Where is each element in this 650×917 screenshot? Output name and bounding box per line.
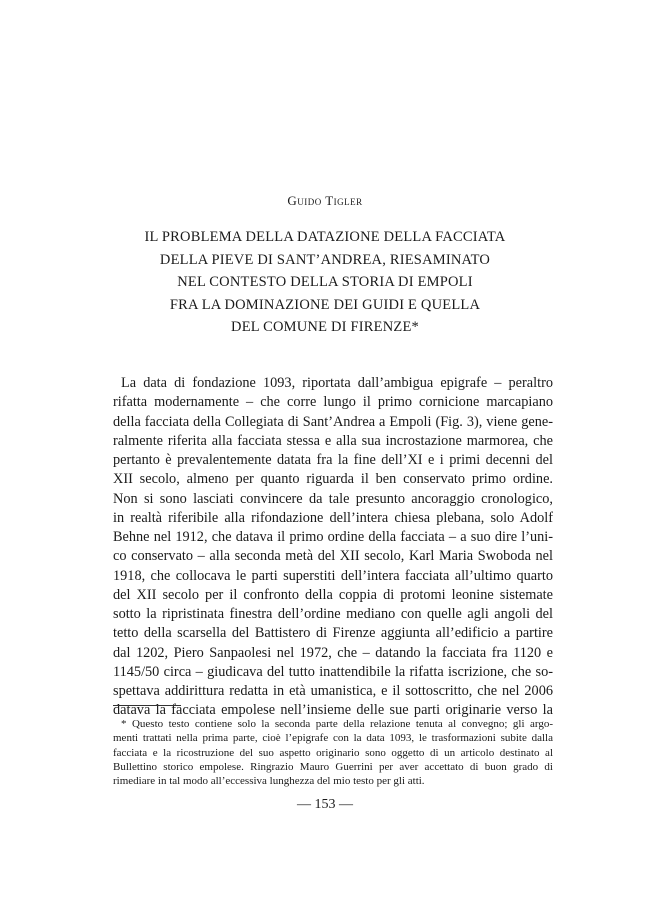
body-line: pertanto è prevalentemente datata fra la fine dell’XI e i primi decenni del [113,452,553,468]
body-line: tetto della scarsella del Battistero di Firenze aggiunta all’edificio a partire [113,625,553,642]
body-line: spettava addirittura redatta in età umanistica, e il sottoscritto, che nel 2006 [113,683,553,699]
body-line: sotto la ripristinata finestra dell’ordine mediano con quelle agli angoli del [113,606,553,622]
title-line: IL PROBLEMA DELLA DATAZIONE DELLA FACCIATA [144,229,506,245]
body-line: 1145/50 circa – giudicava del tutto inattendibile la rifatta iscrizione, che so- [113,663,553,680]
footnote-line: menti trattati nella prima parte, cioè l’epigrafe con la data 1093, le trasformazioni subite dalla [113,732,553,745]
title-line: FRA LA DOMINAZIONE DEI GUIDI E QUELLA [169,296,481,313]
footnote-line: facciata e la ricostruzione del suo aspetto originario sono oggetto di un articolo destinato al [113,746,553,759]
body-line: 1918, che collocava le parti superstiti dell’intera facciata all’ultimo quarto [113,567,553,584]
body-line: ralmente riferita alla facciata stessa e alla sua incrostazione marmorea, che [113,432,553,449]
footnote [113,717,553,788]
author-name: Guido Tigler [287,193,363,208]
body-line: rifatta modernamente – che corre lungo il primo cornicione marcapiano [113,394,553,411]
page-number: — 153 — [297,797,353,812]
footnote-line: rimediare in tal modo all’eccessiva lunghezza del mio testo per gli atti. [113,775,425,788]
body-line: dal 1202, Piero Sanpaolesi nel 1972, che – datando la facciata fra 1120 e [113,644,553,661]
body-line: La data di fondazione 1093, riportata dall’ambigua epigrafe – peraltro [121,375,553,391]
footnote-line: Bullettino storico empolese. Ringrazio Mauro Guerrini per aver accettato di buon grado di [113,760,553,773]
body-line: co conservato – alla seconda metà del XII secolo, Karl Maria Swoboda nel [113,548,553,565]
body-paragraph [113,374,553,721]
footnote-line: * Questo testo contiene solo la seconda parte della relazione tenuta al convegno; gli argo- [121,718,553,730]
footnote-separator [113,705,181,706]
body-line: Non si sono lasciati convincere da tale presunto ancoraggio cronologico, [113,490,553,507]
body-line: della facciata della Collegiata di Sant’Andrea a Empoli (Fig. 3), viene gene- [113,413,553,430]
body-line: datava la facciata empolese nell’insieme delle sue parti originarie verso la [113,702,553,719]
body-line: del XII secolo per il confronto della coppia di protomi leonine sistemate [113,586,553,603]
title-line: DELLA PIEVE DI SANT’ANDREA, RIESAMINATO [159,251,491,268]
body-line: XII secolo, almeno per quanto riguarda il ben conservato primo ordine. [113,471,553,488]
title-line: DEL COMUNE DI FIRENZE* [231,319,419,335]
body-line: in realtà riferibile alla rifondazione dell’intera chiesa plebana, solo Adolf [113,509,553,526]
body-line: Behne nel 1912, che datava il primo ordine della facciata – a suo dire l’uni- [113,529,553,545]
article-title [0,226,650,339]
title-line: NEL CONTESTO DELLA STORIA DI EMPOLI [177,274,473,290]
